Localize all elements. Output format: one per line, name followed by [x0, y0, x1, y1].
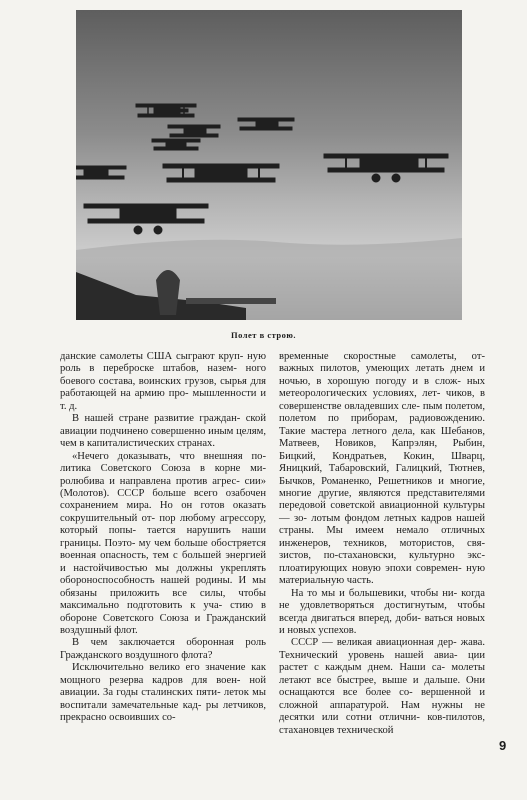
paragraph: Исключительно велико его значение как мощного резерва кадров для воен- ной авиации. За годы сталинских пяти- леток мы воспитали замечательные кад- ры летчиков, прекрасно освоивших со- [60, 662, 266, 724]
paragraph: На то мы и большевики, чтобы ни- когда не удовлетворяться достигнутым, чтобы всегда двигаться вперед, доби- ваться новых и новых успехов. [279, 587, 485, 636]
photo-caption: Полет в строю. [231, 330, 296, 340]
paragraph: данские самолеты США сыграют круп- ную роль в переброске штабов, назем- ного боевого состава, воинских грузов, сырья для работающей на армию про- мышленности и т. д. [60, 351, 266, 412]
paragraph: В нашей стране развитие граждан- ской авиации подчинено совершенно иным целям, чем в капиталистических странах. [60, 413, 266, 450]
paragraph: СССР — великая авиационная дер- жава. Технический уровень нашей авиа- ции растет с каждым днем. Наши са- молеты летают все быстрее, выше и дальше. Они оснащаются все более со- вершенной и сложной аппаратурой. Нам нужны не десятки или сотни отлични- ков-пилотов, стахановцев технической [279, 637, 485, 736]
left-column [60, 351, 266, 725]
biplanes-illustration [76, 10, 462, 320]
paragraph: временные скоростные самолеты, от- важных пилотов, умеющих летать днем и ночью, в хорошую погоду и в слож- ных метеорологических условиях, лет- чиков, в совершенстве овладевших сле- пым полетом, полетом по приборам, радиовождению. Такие мастера летного дела, как Шебанов, Матвеев, Новиков, Капрэлян, Рыбин, Бицкий, Кондратьев, Кокин, Шварц, Яницкий, Табаровский, Галицкий, Тютнев, Бычков, Романенко, Решетников и многие, многие другие, являются представителями передовой советской авиационной культуры — зо- лотым фондом летных кадров нашей страны. Мы имеем немало отличных инженеров, техников, мотористов, свя- зистов, по-стахановски, культурно экс- плоатирующих новую эпохи совремeн- ную материальную часть. [279, 351, 485, 587]
paragraph: «Нечего доказывать, что внешняя по- литика Советского Союза в корне ми- ролюбива и направлена против агрес- сии» (Молотов). СССР больше всего озабочен сохранением мира. Но он готов оказать сокрушительный от- пор любому агрессору, который попы- тается нарушить наши границы. Поэто- му чем больше обостряется военная опасность, тем с большей энергией и настойчивостью мы должны укреплять обороноспособность нашей родины. И мы обязаны приложить все силы, чтобы максимально подготовить к уча- стию в обороне Советского Союза и Гражданский воздушный флот. [60, 450, 266, 636]
right-column [279, 351, 485, 737]
biplanes-photo [76, 10, 462, 320]
paragraph: В чем заключается оборонная роль Гражданского воздушного флота? [60, 637, 266, 661]
page-number: 9 [499, 738, 507, 753]
